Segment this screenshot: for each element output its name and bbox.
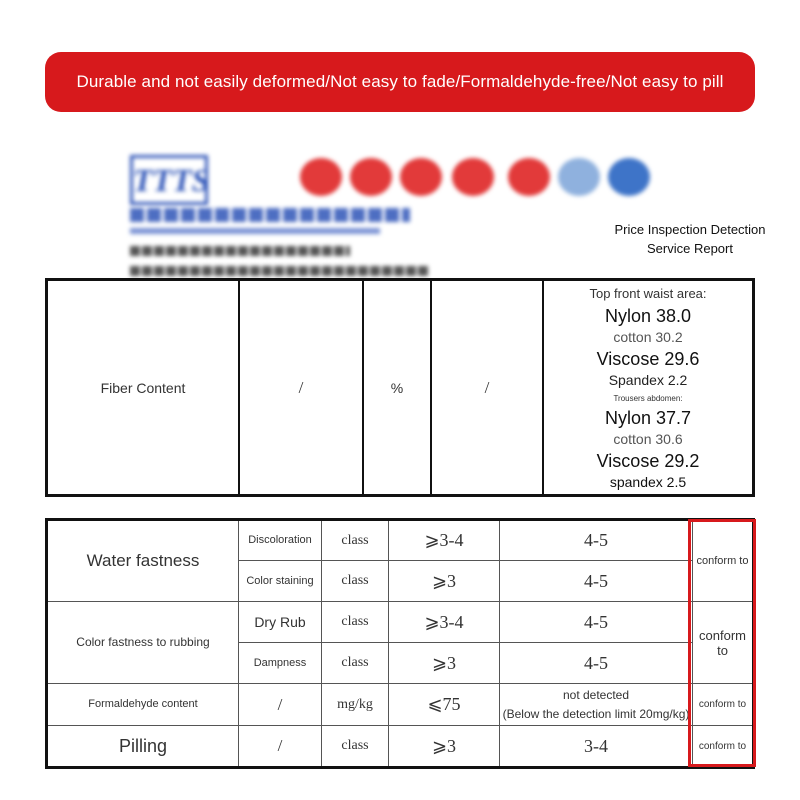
sub-item: /: [239, 726, 322, 768]
rubbing-label: Color fastness to rubbing: [47, 602, 239, 684]
verdict-cell: conform to: [693, 726, 754, 768]
sub-item: /: [239, 684, 322, 726]
unit-cell: class: [322, 520, 389, 561]
formaldehyde-result-cell: [500, 684, 693, 726]
company-subtitle-blurred: [130, 228, 380, 234]
cnas-seal-icon: [608, 158, 650, 196]
feature-banner: [45, 52, 755, 112]
unit-cell: class: [322, 561, 389, 602]
cma-seal-icon: [400, 158, 442, 196]
verdict-cell: conform to: [693, 602, 754, 684]
sub-item: Dampness: [239, 643, 322, 684]
address-line-blurred: [130, 246, 350, 256]
test-results-table: [45, 518, 755, 769]
verdict-cell: conform to: [693, 520, 754, 602]
fiber-item: Spandex 2.2: [608, 371, 688, 388]
fiber-col-2: /: [239, 280, 363, 496]
fiber-content-label: Fiber Content: [47, 280, 240, 496]
fiber-col-3: %: [363, 280, 431, 496]
cma-seal-icon: [350, 158, 392, 196]
requirement-cell: ⩾3-4: [389, 520, 500, 561]
report-title-line-1: Price Inspection Detection: [614, 222, 766, 237]
pilling-label: Pilling: [47, 726, 239, 768]
result-cell: 4-5: [500, 643, 693, 684]
fiber-item: Nylon 38.0: [604, 305, 692, 326]
company-name-blurred: [130, 208, 410, 222]
requirement-cell: ⩾3: [389, 726, 500, 768]
unit-cell: mg/kg: [322, 684, 389, 726]
trousers-caption: Trousers abdomen:: [613, 393, 683, 403]
unit-cell: class: [322, 726, 389, 768]
unit-cell: class: [322, 602, 389, 643]
top-caption: Top front waist area:: [589, 285, 707, 301]
sub-item: Discoloration: [239, 520, 322, 561]
fiber-item: Viscose 29.6: [596, 348, 700, 369]
result-line-1: not detected: [562, 687, 630, 702]
fiber-col-4: /: [431, 280, 543, 496]
fiber-content-table: [45, 278, 755, 497]
sub-item: Dry Rub: [239, 602, 322, 643]
address-line-2-blurred: [130, 266, 430, 276]
banner-text: Durable and not easily deformed/Not easy to fade/Formaldehyde-free/Not easy to pill: [76, 72, 724, 91]
verdict-cell: conform to: [693, 684, 754, 726]
result-cell: 4-5: [500, 602, 693, 643]
result-cell: 4-5: [500, 520, 693, 561]
unit-cell: class: [322, 643, 389, 684]
fiber-item: cotton 30.2: [613, 328, 683, 345]
fiber-item: cotton 30.6: [613, 430, 683, 447]
requirement-cell: ⩾3-4: [389, 602, 500, 643]
fiber-item: Viscose 29.2: [596, 450, 700, 471]
requirement-cell: ⩾3: [389, 643, 500, 684]
ilac-seal-icon: [558, 158, 600, 196]
sub-item: Color staining: [239, 561, 322, 602]
formaldehyde-label: Formaldehyde content: [47, 684, 239, 726]
result-cell: 3-4: [500, 726, 693, 768]
requirement-cell: ⩽75: [389, 684, 500, 726]
water-fastness-label: Water fastness: [47, 520, 239, 602]
cal-seal-icon: [452, 158, 494, 196]
fiber-item: spandex 2.5: [609, 473, 687, 490]
cal-seal-icon: [508, 158, 550, 196]
report-title: [580, 220, 800, 258]
certificate-header: [125, 150, 766, 280]
fiber-item: Nylon 37.7: [604, 407, 692, 428]
result-cell: 4-5: [500, 561, 693, 602]
result-line-2: (Below the detection limit 20mg/kg): [502, 706, 690, 721]
cma-seal-icon: [300, 158, 342, 196]
tts-logo: TTTS: [130, 155, 208, 205]
fiber-composition-cell: [543, 280, 754, 496]
report-title-line-2: Service Report: [647, 241, 733, 256]
requirement-cell: ⩾3: [389, 561, 500, 602]
